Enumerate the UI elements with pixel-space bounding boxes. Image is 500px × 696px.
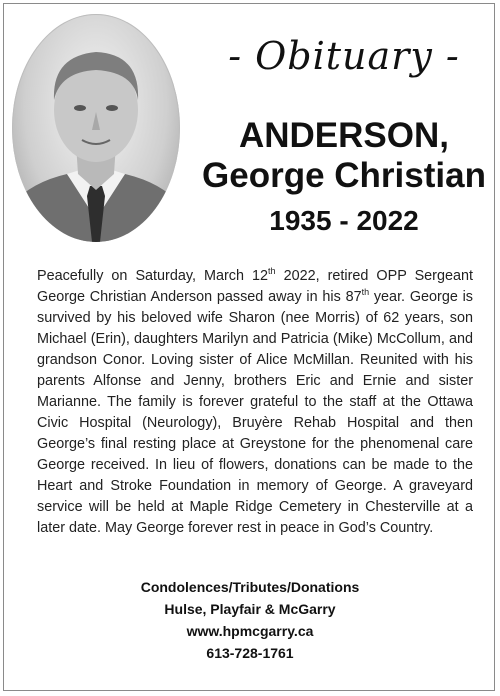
funeral-home-phone: 613-728-1761	[206, 645, 294, 661]
life-years: 1935 - 2022	[269, 205, 419, 236]
obituary-text	[37, 266, 473, 539]
given-names: George Christian	[202, 156, 486, 195]
body-part-2: 2022, retired OPP Sergeant George Christian Anderson passed away in his 87	[37, 268, 473, 305]
funeral-home-name: Hulse, Playfair & McGarry	[164, 601, 336, 617]
ordinal-suffix-1: th	[268, 266, 276, 277]
ordinal-suffix-2: th	[361, 287, 370, 298]
name-block	[189, 116, 499, 238]
portrait-photo	[12, 14, 180, 242]
condolences-line: Condolences/Tributes/Donations	[140, 579, 360, 595]
funeral-home-info	[4, 576, 496, 664]
body-part-3: year. George is survived by his beloved wife Sharon (nee Morris) of 62 years, son Michael (Erin), daughters Marilyn and Patricia (Mike) McCollum, and grandson Conor. Loving sister of Alice McMillan. Reunited with his parents Alfonse and Jenny, brothers Eric and Ernie and sister Marianne. The family is forever grateful to the staff at the Ottawa Civic Hospital (Neurology), Bruyère Rehab Hospital and then George’s final resting place at Greystone for the phenomenal care George received. In lieu of flowers, donations can be made to the Heart and Stroke Foundation in memory of George. A graveyard service will be held at Maple Ridge Cemetery in Chesterville at a later date. May George forever rest in peace in God’s Country.	[37, 289, 473, 536]
body-part-1: Peacefully on Saturday, March 12	[37, 268, 269, 284]
funeral-home-website[interactable]: www.hpmcgarry.ca	[186, 623, 314, 639]
portrait-illustration	[12, 14, 180, 242]
obituary-heading: - Obituary -	[228, 34, 460, 78]
obituary-card	[3, 3, 495, 691]
surname: ANDERSON,	[238, 116, 450, 155]
